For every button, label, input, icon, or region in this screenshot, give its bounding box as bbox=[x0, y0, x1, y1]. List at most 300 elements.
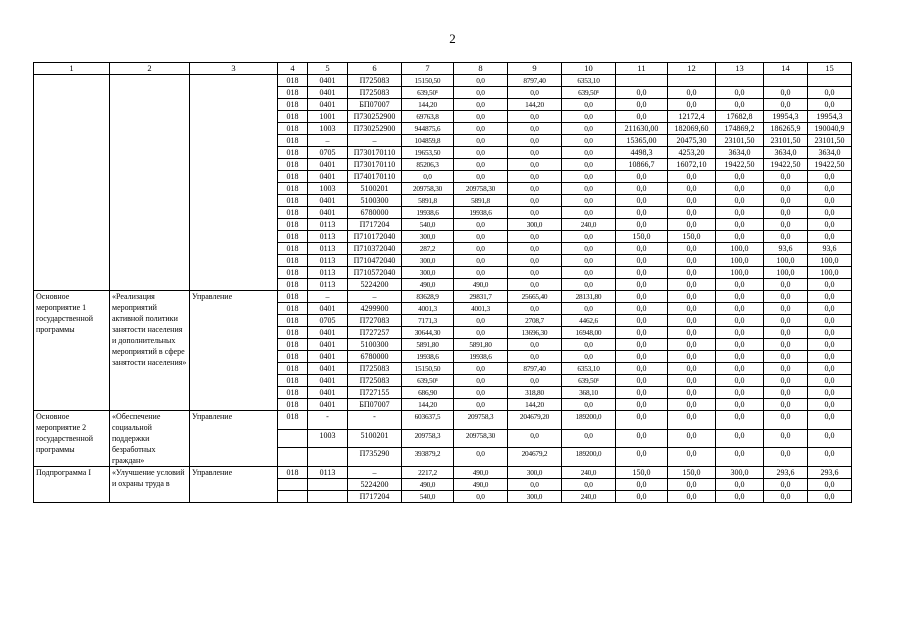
table-cell bbox=[616, 75, 668, 87]
table-cell: П717204 bbox=[348, 491, 402, 503]
table-cell: 0,0 bbox=[616, 315, 668, 327]
table-cell: 204679,2 bbox=[508, 448, 562, 467]
table-cell: 018 bbox=[278, 255, 308, 267]
table-cell: 0,0 bbox=[764, 99, 808, 111]
table-cell: 0401 bbox=[308, 327, 348, 339]
table-cell: 018 bbox=[278, 243, 308, 255]
table-cell: 0,0 bbox=[808, 219, 852, 231]
table-cell: 0,0 bbox=[668, 291, 716, 303]
table-cell: 0,0 bbox=[668, 195, 716, 207]
table-cell: 0,0 bbox=[562, 279, 616, 291]
table-cell: 018 bbox=[278, 387, 308, 399]
table-cell: 0705 bbox=[308, 315, 348, 327]
table-cell: 0113 bbox=[308, 231, 348, 243]
table-cell: 0,0 bbox=[508, 147, 562, 159]
table-cell: 23101,50 bbox=[716, 135, 764, 147]
table-cell: 0,0 bbox=[616, 399, 668, 411]
table-cell: 368,10 bbox=[562, 387, 616, 399]
table-cell: – bbox=[348, 291, 402, 303]
table-cell: 293,6 bbox=[764, 467, 808, 479]
table-cell: 0,0 bbox=[808, 183, 852, 195]
table-cell: 3634,0 bbox=[764, 147, 808, 159]
table-cell: 0,0 bbox=[562, 147, 616, 159]
table-cell: 0,0 bbox=[454, 135, 508, 147]
table-cell: – bbox=[308, 291, 348, 303]
table-cell: 0,0 bbox=[808, 315, 852, 327]
table-cell: 018 bbox=[278, 219, 308, 231]
table-cell: 150,0 bbox=[668, 231, 716, 243]
table-cell: 0,0 bbox=[716, 429, 764, 448]
table-cell: П725083 bbox=[348, 363, 402, 375]
table-cell: 1001 bbox=[308, 111, 348, 123]
table-cell: 2708,7 bbox=[508, 315, 562, 327]
table-cell: 0,0 bbox=[764, 231, 808, 243]
table-cell: 0401 bbox=[308, 207, 348, 219]
table-cell: 0,0 bbox=[764, 171, 808, 183]
table-cell: 018 bbox=[278, 159, 308, 171]
table-cell: 0,0 bbox=[764, 183, 808, 195]
header-cell: 3 bbox=[190, 63, 278, 75]
table-cell: 0,0 bbox=[764, 411, 808, 430]
table-cell: 93,6 bbox=[764, 243, 808, 255]
table-cell: 0,0 bbox=[616, 195, 668, 207]
table-cell: 209758,30 bbox=[402, 183, 454, 195]
table-cell: – bbox=[308, 135, 348, 147]
table-cell: 23101,50 bbox=[808, 135, 852, 147]
table-cell: 0,0 bbox=[808, 429, 852, 448]
table-cell: 0,0 bbox=[764, 351, 808, 363]
table-cell: 3634,0 bbox=[716, 147, 764, 159]
table-header bbox=[34, 63, 852, 75]
table-cell: 318,80 bbox=[508, 387, 562, 399]
table-cell: 639,50¹ bbox=[562, 375, 616, 387]
section-c2-cell: «Улучшение условий и охраны труда в bbox=[110, 467, 190, 503]
table-cell: 018 bbox=[278, 375, 308, 387]
table-cell bbox=[308, 491, 348, 503]
page-number: 2 bbox=[449, 31, 456, 46]
table-cell: 018 bbox=[278, 231, 308, 243]
table-cell: 17682,8 bbox=[716, 111, 764, 123]
table-cell: 0,0 bbox=[716, 219, 764, 231]
table-cell: 0,0 bbox=[508, 171, 562, 183]
header-cell: 2 bbox=[110, 63, 190, 75]
table-cell: 0,0 bbox=[562, 351, 616, 363]
table-cell: 0,0 bbox=[616, 87, 668, 99]
table-cell: 240,0 bbox=[562, 491, 616, 503]
table-cell: 19954,3 bbox=[808, 111, 852, 123]
table-cell: 0,0 bbox=[508, 479, 562, 491]
table-cell: 0,0 bbox=[764, 339, 808, 351]
table-cell: 16072,10 bbox=[668, 159, 716, 171]
table-cell: 209758,3 bbox=[402, 429, 454, 448]
table-cell: 0,0 bbox=[716, 339, 764, 351]
table-cell: 100,0 bbox=[716, 243, 764, 255]
table-cell: 0401 bbox=[308, 387, 348, 399]
table-cell: 0,0 bbox=[716, 99, 764, 111]
table-cell: П725083 bbox=[348, 375, 402, 387]
section-c3-cell: Управление bbox=[190, 467, 278, 503]
table-cell: 0,0 bbox=[616, 491, 668, 503]
table-cell: 0,0 bbox=[668, 339, 716, 351]
table-row bbox=[34, 467, 852, 479]
table-cell: 018 bbox=[278, 99, 308, 111]
table-cell: 490,0 bbox=[454, 279, 508, 291]
table-cell: 4299900 bbox=[348, 303, 402, 315]
table-cell bbox=[278, 429, 308, 448]
table-cell: 0,0 bbox=[716, 195, 764, 207]
table-cell: 0,0 bbox=[668, 219, 716, 231]
table-cell: 0,0 bbox=[764, 327, 808, 339]
section-c2-cell bbox=[110, 75, 190, 291]
table-cell: 300,0 bbox=[402, 255, 454, 267]
table-cell: 0,0 bbox=[616, 291, 668, 303]
table-cell: 0,0 bbox=[616, 429, 668, 448]
table-cell bbox=[764, 75, 808, 87]
table-cell: 100,0 bbox=[808, 267, 852, 279]
table-cell: 639,50¹ bbox=[402, 375, 454, 387]
table-cell: 4253,20 bbox=[668, 147, 716, 159]
table-cell: П725083 bbox=[348, 75, 402, 87]
table-cell: 0,0 bbox=[508, 207, 562, 219]
header-cell: 12 bbox=[668, 63, 716, 75]
table-cell: 0,0 bbox=[616, 243, 668, 255]
table-cell: 0,0 bbox=[508, 375, 562, 387]
table-cell: 0,0 bbox=[616, 111, 668, 123]
table-cell: 018 bbox=[278, 207, 308, 219]
table-cell: 144,20 bbox=[402, 99, 454, 111]
table-cell: 0401 bbox=[308, 195, 348, 207]
table-cell: 0,0 bbox=[616, 303, 668, 315]
table-cell: 144,20 bbox=[402, 399, 454, 411]
table-cell: П710572040 bbox=[348, 267, 402, 279]
table-cell: 0,0 bbox=[454, 171, 508, 183]
table-cell: 174869,2 bbox=[716, 123, 764, 135]
table-cell: 20475,30 bbox=[668, 135, 716, 147]
table-cell: 0,0 bbox=[454, 243, 508, 255]
budget-table bbox=[33, 62, 852, 503]
table-cell: 0,0 bbox=[562, 429, 616, 448]
table-cell: 6780000 bbox=[348, 207, 402, 219]
table-cell: 0,0 bbox=[616, 411, 668, 430]
table-cell: 0,0 bbox=[562, 267, 616, 279]
table-cell: 0,0 bbox=[562, 159, 616, 171]
table-cell: 189200,0 bbox=[562, 411, 616, 430]
table-cell: 0,0 bbox=[716, 87, 764, 99]
header-cell: 8 bbox=[454, 63, 508, 75]
table-cell: 018 bbox=[278, 327, 308, 339]
table-cell: 0,0 bbox=[668, 99, 716, 111]
table-cell: 018 bbox=[278, 75, 308, 87]
table-cell: 018 bbox=[278, 363, 308, 375]
table-cell: 0,0 bbox=[668, 411, 716, 430]
table-cell: П710472040 bbox=[348, 255, 402, 267]
table-cell: 0,0 bbox=[808, 291, 852, 303]
table-cell: 0,0 bbox=[616, 375, 668, 387]
table-cell: 100,0 bbox=[764, 255, 808, 267]
header-cell: 1 bbox=[34, 63, 110, 75]
table-cell: П740170110 bbox=[348, 171, 402, 183]
table-cell: 0,0 bbox=[562, 123, 616, 135]
table-cell: 300,0 bbox=[402, 231, 454, 243]
table-cell: 0,0 bbox=[616, 99, 668, 111]
table-cell: 300,0 bbox=[508, 491, 562, 503]
table-cell: 25665,40 bbox=[508, 291, 562, 303]
table-cell: 144,20 bbox=[508, 399, 562, 411]
table-cell: 0,0 bbox=[764, 315, 808, 327]
table-cell: 0,0 bbox=[808, 375, 852, 387]
table-cell: П727257 bbox=[348, 327, 402, 339]
table-cell: 018 bbox=[278, 339, 308, 351]
table-cell: 0113 bbox=[308, 267, 348, 279]
table-cell: 0,0 bbox=[668, 375, 716, 387]
table-cell: 0,0 bbox=[808, 171, 852, 183]
table-cell: 018 bbox=[278, 87, 308, 99]
table-cell: 4001,3 bbox=[402, 303, 454, 315]
table-cell: 186265,9 bbox=[764, 123, 808, 135]
table-cell: 686,90 bbox=[402, 387, 454, 399]
table-cell: 0,0 bbox=[808, 279, 852, 291]
table-cell: 0,0 bbox=[716, 303, 764, 315]
table-cell: 0,0 bbox=[454, 375, 508, 387]
table-cell: П710172040 bbox=[348, 231, 402, 243]
table-cell: 1003 bbox=[308, 123, 348, 135]
table-cell: 182069,60 bbox=[668, 123, 716, 135]
table-cell: 19422,50 bbox=[764, 159, 808, 171]
table-cell: 0,0 bbox=[616, 279, 668, 291]
table-cell: 0,0 bbox=[764, 448, 808, 467]
table-cell: 0,0 bbox=[808, 327, 852, 339]
table-cell: БП07007 bbox=[348, 399, 402, 411]
table-cell: 0,0 bbox=[716, 183, 764, 195]
section-c2-cell: «Реализация мероприятий активной политики занятости населения и дополнительных мероприятий в сфере занятости населения» bbox=[110, 291, 190, 411]
table-cell: 393879,2 bbox=[402, 448, 454, 467]
table-cell: 5224200 bbox=[348, 479, 402, 491]
section-c1-cell bbox=[34, 75, 110, 291]
table-cell: 0,0 bbox=[454, 99, 508, 111]
table-cell: П730252900 bbox=[348, 123, 402, 135]
table-cell: 0,0 bbox=[716, 399, 764, 411]
table-cell bbox=[668, 75, 716, 87]
table-cell: 0,0 bbox=[454, 387, 508, 399]
table-cell: 0,0 bbox=[808, 195, 852, 207]
table-cell: 0,0 bbox=[716, 448, 764, 467]
table-cell: 0,0 bbox=[668, 387, 716, 399]
table-body bbox=[34, 75, 852, 503]
table-cell: 4001,3 bbox=[454, 303, 508, 315]
table-cell: БП07007 bbox=[348, 99, 402, 111]
table-cell: 0,0 bbox=[764, 87, 808, 99]
header-cell: 11 bbox=[616, 63, 668, 75]
header-cell: 9 bbox=[508, 63, 562, 75]
table-cell: 0,0 bbox=[508, 243, 562, 255]
table-cell: 240,0 bbox=[562, 219, 616, 231]
table-cell: 0,0 bbox=[716, 479, 764, 491]
table-cell: 0,0 bbox=[508, 111, 562, 123]
table-cell bbox=[716, 75, 764, 87]
header-cell: 15 bbox=[808, 63, 852, 75]
table-cell: 8797,40 bbox=[508, 75, 562, 87]
table-cell: 603637,5 bbox=[402, 411, 454, 430]
table-cell: 018 bbox=[278, 291, 308, 303]
table-cell: 190040,9 bbox=[808, 123, 852, 135]
table-cell: 1003 bbox=[308, 183, 348, 195]
table-cell: 0,0 bbox=[668, 267, 716, 279]
table-cell: 19422,50 bbox=[808, 159, 852, 171]
table-cell: 0,0 bbox=[454, 111, 508, 123]
section-c2-cell: «Обеспечение социальной поддержки безработных граждан» bbox=[110, 411, 190, 467]
table-cell: 0,0 bbox=[808, 87, 852, 99]
table-cell: 0,0 bbox=[716, 351, 764, 363]
table-cell: 0,0 bbox=[716, 291, 764, 303]
section-c3-cell: Управление bbox=[190, 291, 278, 411]
table-cell: 0,0 bbox=[764, 387, 808, 399]
table-cell: 100,0 bbox=[764, 267, 808, 279]
table-cell: П727083 bbox=[348, 315, 402, 327]
table-cell: 12172,4 bbox=[668, 111, 716, 123]
table-cell: 0,0 bbox=[616, 339, 668, 351]
table-cell: 0,0 bbox=[562, 255, 616, 267]
table-cell: 0,0 bbox=[808, 479, 852, 491]
table-cell: 5100201 bbox=[348, 183, 402, 195]
table-cell: 150,0 bbox=[616, 467, 668, 479]
table-cell: 018 bbox=[278, 399, 308, 411]
table-cell: 0,0 bbox=[764, 207, 808, 219]
table-cell: 0,0 bbox=[764, 429, 808, 448]
table-cell: П725083 bbox=[348, 87, 402, 99]
table-cell: 0,0 bbox=[616, 327, 668, 339]
table-cell: 0,0 bbox=[562, 399, 616, 411]
table-cell: 0,0 bbox=[616, 207, 668, 219]
header-cell: 14 bbox=[764, 63, 808, 75]
table-cell: 018 bbox=[278, 183, 308, 195]
table-cell: 540,0 bbox=[402, 219, 454, 231]
table-cell: 0,0 bbox=[764, 279, 808, 291]
table-cell: 490,0 bbox=[402, 479, 454, 491]
table-cell: 018 bbox=[278, 351, 308, 363]
table-cell: 0,0 bbox=[668, 243, 716, 255]
table-cell: 0,0 bbox=[668, 351, 716, 363]
table-cell: П730252900 bbox=[348, 111, 402, 123]
table-cell: 0,0 bbox=[562, 243, 616, 255]
table-cell: 0,0 bbox=[716, 387, 764, 399]
table-cell: 19422,50 bbox=[716, 159, 764, 171]
table-cell: 0,0 bbox=[808, 363, 852, 375]
table-cell: 19653,50 bbox=[402, 147, 454, 159]
table-cell: П710372040 bbox=[348, 243, 402, 255]
section-c1-cell: Основное мероприятие 1 государственной программы bbox=[34, 291, 110, 411]
table-cell: 5891,8 bbox=[402, 195, 454, 207]
table-cell: 0,0 bbox=[716, 207, 764, 219]
table-cell: П735290 bbox=[348, 448, 402, 467]
table-cell: 10866,7 bbox=[616, 159, 668, 171]
table-cell: – bbox=[348, 135, 402, 147]
table-cell: 150,0 bbox=[616, 231, 668, 243]
table-cell: 0,0 bbox=[562, 339, 616, 351]
table-cell: 0401 bbox=[308, 171, 348, 183]
table-cell: 28131,80 bbox=[562, 291, 616, 303]
table-cell: 0,0 bbox=[454, 315, 508, 327]
table-cell: П717204 bbox=[348, 219, 402, 231]
table-cell: 144,20 bbox=[508, 99, 562, 111]
table-cell: 0,0 bbox=[808, 231, 852, 243]
table-cell: 0,0 bbox=[508, 351, 562, 363]
table-cell: 300,0 bbox=[402, 267, 454, 279]
table-cell: 6353,10 bbox=[562, 363, 616, 375]
table-cell: 6780000 bbox=[348, 351, 402, 363]
table-cell: 018 bbox=[278, 279, 308, 291]
table-cell: 209758,3 bbox=[454, 411, 508, 430]
header-cell: 4 bbox=[278, 63, 308, 75]
table-cell: 0,0 bbox=[716, 279, 764, 291]
table-cell: 0401 bbox=[308, 99, 348, 111]
table-cell: 0401 bbox=[308, 75, 348, 87]
table-cell: 0,0 bbox=[668, 491, 716, 503]
table-cell: 0,0 bbox=[764, 195, 808, 207]
table-row bbox=[34, 291, 852, 303]
table-cell: 0,0 bbox=[764, 219, 808, 231]
table-cell: 0,0 bbox=[454, 491, 508, 503]
table-cell: 0,0 bbox=[668, 448, 716, 467]
table-cell: 490,0 bbox=[454, 479, 508, 491]
table-cell: - bbox=[308, 411, 348, 430]
table-cell: 0401 bbox=[308, 87, 348, 99]
table-cell: 5100300 bbox=[348, 195, 402, 207]
table-cell: 0,0 bbox=[454, 448, 508, 467]
table-cell: 0,0 bbox=[808, 99, 852, 111]
header-cell: 5 bbox=[308, 63, 348, 75]
table-cell bbox=[808, 75, 852, 87]
table-cell: 0,0 bbox=[616, 219, 668, 231]
table-cell: 15365,00 bbox=[616, 135, 668, 147]
table-cell: 0,0 bbox=[508, 195, 562, 207]
table-cell: 0,0 bbox=[508, 87, 562, 99]
table-cell: П727155 bbox=[348, 387, 402, 399]
table-cell: 0,0 bbox=[616, 267, 668, 279]
table-cell: 0,0 bbox=[668, 429, 716, 448]
table-cell: 0,0 bbox=[668, 327, 716, 339]
table-cell: 0,0 bbox=[668, 363, 716, 375]
table-cell: 0,0 bbox=[508, 135, 562, 147]
table-cell: 5891,8 bbox=[454, 195, 508, 207]
table-cell: 0,0 bbox=[808, 411, 852, 430]
table-cell: 0,0 bbox=[562, 183, 616, 195]
table-cell: 0,0 bbox=[764, 479, 808, 491]
table-cell: 0,0 bbox=[454, 87, 508, 99]
table-cell: 0,0 bbox=[716, 411, 764, 430]
table-cell: 0,0 bbox=[454, 255, 508, 267]
table-cell: 93,6 bbox=[808, 243, 852, 255]
table-cell: 018 bbox=[278, 411, 308, 430]
table-cell: 0,0 bbox=[562, 195, 616, 207]
table-cell: 6353,10 bbox=[562, 75, 616, 87]
table-cell: 018 bbox=[278, 147, 308, 159]
table-cell: 0,0 bbox=[508, 279, 562, 291]
table-row bbox=[34, 75, 852, 87]
table-cell: 100,0 bbox=[716, 255, 764, 267]
table-cell: 69763,8 bbox=[402, 111, 454, 123]
table-cell: - bbox=[348, 411, 402, 430]
table-cell: 0,0 bbox=[616, 479, 668, 491]
table-cell: 83628,9 bbox=[402, 291, 454, 303]
table-cell: 0,0 bbox=[716, 231, 764, 243]
table-cell: 0401 bbox=[308, 303, 348, 315]
table-cell: 0,0 bbox=[508, 183, 562, 195]
table-cell: 0,0 bbox=[454, 231, 508, 243]
table-cell: 0,0 bbox=[562, 479, 616, 491]
table-cell: 018 bbox=[278, 315, 308, 327]
table-cell: 100,0 bbox=[808, 255, 852, 267]
table-cell: 16948,00 bbox=[562, 327, 616, 339]
